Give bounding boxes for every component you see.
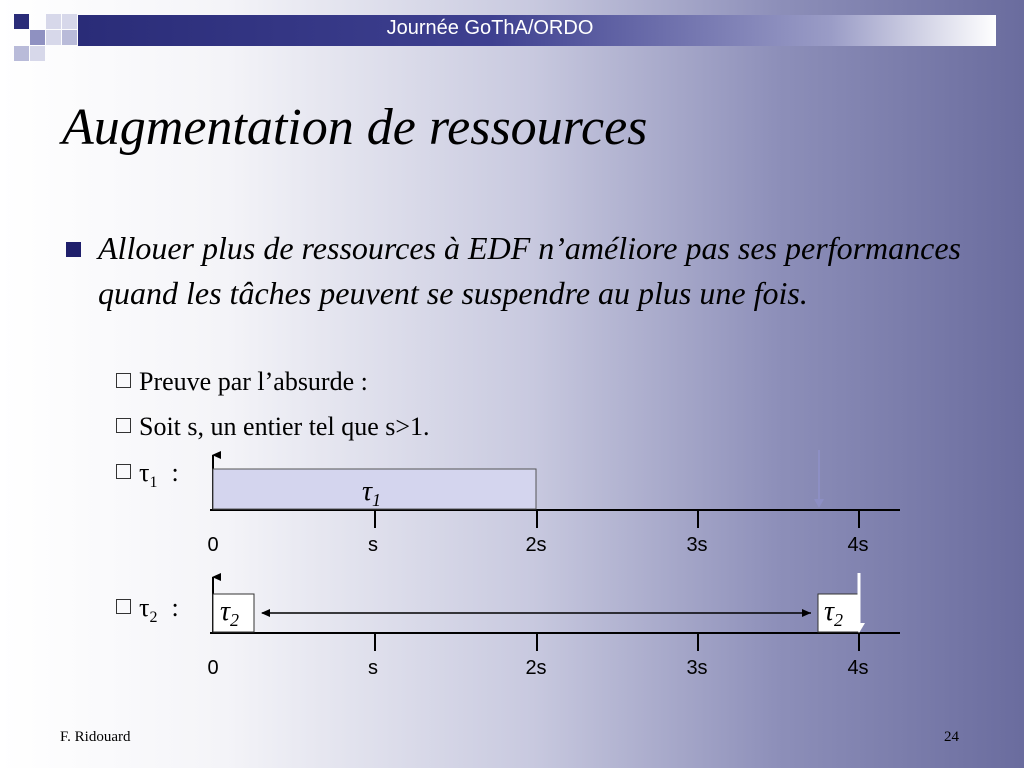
tick-label-1-s: s <box>368 534 378 556</box>
task2-second-block-label: $\tau_2$ <box>824 596 844 630</box>
tau2-index: 2 <box>149 609 158 627</box>
slide-title: Augmentation de ressources <box>62 99 648 156</box>
sub-item-proof-text: Preuve par l’absurde : <box>139 367 368 396</box>
tau1-index: 1 <box>149 474 158 492</box>
sub-item-soit-text: Soit s, un entier tel que s>1. <box>139 412 430 441</box>
footer-author: F. Ridouard <box>60 729 131 745</box>
tick-label-1-3s: 3s <box>686 534 708 556</box>
tick-label-1-2s: 2s <box>525 534 547 556</box>
tick-label-2-2s: 2s <box>525 657 547 679</box>
tau2-colon: : <box>171 593 179 622</box>
task1-block-label: $\tau_1$ <box>362 476 382 510</box>
header-text: Journée GoThA/ORDO <box>386 17 594 39</box>
page-number: 24 <box>944 729 959 745</box>
tick-label-2-0: 0 <box>207 657 219 679</box>
main-bullet-text: Allouer plus de ressources à EDF n’améliore pas ses performances quand les tâches peuvent se suspendre au plus une fois. <box>98 230 961 311</box>
timeline-tau2 <box>207 573 900 679</box>
timeline-tau1 <box>207 450 900 556</box>
tau1-symbol: τ <box>139 458 150 487</box>
tick-label-2-s: s <box>368 657 378 679</box>
tick-label-2-4s: 4s <box>847 657 869 679</box>
tick-label-1-4s: 4s <box>847 534 869 556</box>
tau2-symbol: τ <box>139 593 150 622</box>
deadline-arrow-head-1 <box>814 499 824 508</box>
tick-label-1-0: 0 <box>207 534 219 556</box>
tau1-colon: : <box>171 458 179 487</box>
task2-first-block-label: $\tau_2$ <box>220 596 240 630</box>
tick-label-2-3s: 3s <box>686 657 708 679</box>
